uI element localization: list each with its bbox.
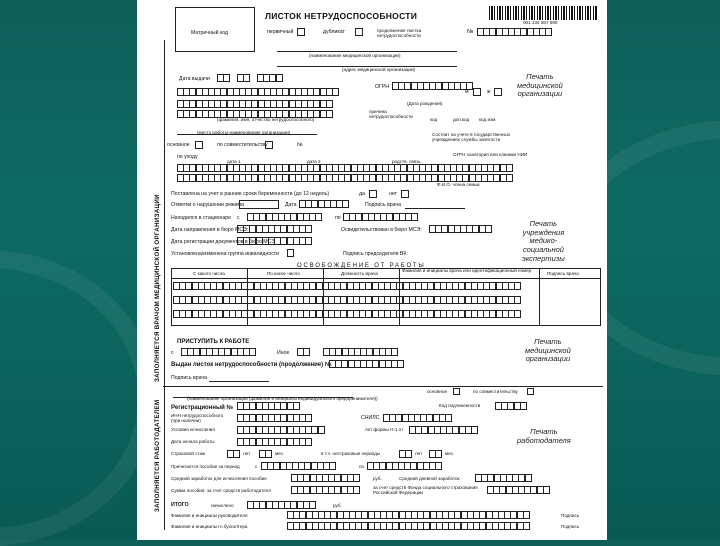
fio-hint: (фамилия, имя, отчество нетрудоспособного): [217, 117, 315, 122]
mse-referral-label: Дата направления в бюро МСЭ:: [171, 227, 249, 233]
mse-exam-cells[interactable]: [429, 225, 491, 233]
avg-earnings-label: Средний заработок для исчисления пособия: [171, 476, 267, 481]
sex-m-checkbox[interactable]: [473, 88, 481, 96]
daily-avg-label: Средний дневной заработок: [399, 476, 460, 481]
return-date-cells[interactable]: [181, 348, 255, 356]
part-time-label: по совместительству: [217, 142, 268, 148]
act-date-cells[interactable]: [409, 426, 477, 434]
issue-date-cells[interactable]: [237, 74, 249, 82]
violation-code[interactable]: [239, 200, 279, 209]
col-position: Должность врача: [341, 271, 378, 276]
main-checkbox[interactable]: [195, 141, 203, 149]
insurance-label: Страховой стаж: [171, 451, 206, 456]
accountant-fio-cells[interactable]: [287, 522, 529, 530]
voucher-date-1: дата 1: [227, 159, 241, 164]
head-fio-cells[interactable]: [287, 511, 529, 519]
no-label: нет: [389, 191, 397, 197]
doctor-sign-label: Подпись врача: [365, 202, 401, 208]
issue-date-cells[interactable]: [257, 74, 282, 82]
sex-m-label: м: [465, 89, 469, 95]
benefit-from: с: [255, 464, 258, 469]
years-label-2: лет: [415, 451, 423, 456]
fio-row-1[interactable]: [177, 88, 338, 96]
violation-label: Отметки о нарушении режима: [171, 202, 244, 208]
other-cells[interactable]: [297, 348, 309, 356]
benefit-employer-label: Сумма пособия: за счет средств работодателя: [171, 488, 271, 493]
release-row-1[interactable]: [173, 282, 520, 290]
benefit-fss-cells[interactable]: [487, 486, 549, 494]
reg-number-cells[interactable]: [237, 402, 299, 410]
conditions-label: Условия исчисления: [171, 427, 215, 432]
accountant-signature-label: Подпись: [561, 524, 580, 529]
care-label: по уходу: [177, 154, 198, 160]
col-sign: Подпись врача: [547, 271, 579, 276]
mse-exam-label: Освидетельствован в бюро МСЭ:: [341, 227, 422, 233]
return-to-work-label: ПРИСТУПИТЬ К РАБОТЕ: [177, 339, 250, 345]
pregnancy-no-checkbox[interactable]: [401, 190, 409, 198]
months-label-2: мес.: [445, 451, 455, 456]
part-time-number-label: №: [297, 142, 303, 148]
fio-family-label: Ф.И.О. члена семьи: [437, 182, 480, 187]
care-cells-2[interactable]: [177, 174, 512, 182]
background-swoosh: [0, 250, 156, 546]
employer-part-time-label: по совместительству: [473, 389, 518, 394]
employer-part-time-checkbox[interactable]: [527, 388, 534, 395]
col-fio: Фамилия и инициалы врача или идентификационный номер: [402, 268, 532, 273]
sex-f-label: ж: [487, 89, 491, 95]
snils-label: СНИЛС: [361, 415, 380, 421]
part-time-checkbox[interactable]: [265, 141, 273, 149]
mse-referral-cells[interactable]: [237, 225, 311, 233]
number-sign: №: [467, 29, 474, 35]
continuation-label: продолжение листка нетрудоспособности: [377, 28, 422, 38]
other-date-cells[interactable]: [323, 348, 397, 356]
subordination-label: Код подчиненности: [439, 403, 481, 408]
head-signature-label: Подпись: [561, 513, 580, 518]
barcode: [489, 6, 597, 20]
matrix-code-label: Матричный код: [191, 30, 229, 36]
avg-earnings-cells[interactable]: [291, 474, 359, 482]
release-title: ОСВОБОЖДЕНИЕ ОТ РАБОТЫ: [297, 263, 426, 269]
benefit-fss-label: за счет средств Фонда социального страхования Российской Федерации: [373, 485, 478, 495]
hospital-to-cells[interactable]: [343, 213, 417, 221]
accountant-fio-label: Фамилия и инициалы гл.бухгалтера: [171, 524, 248, 529]
release-row-3[interactable]: [173, 310, 520, 318]
return-doctor-sign: Подпись врача: [171, 375, 207, 381]
non-insurance-years[interactable]: [399, 450, 411, 458]
place-of-work-hint: (место работы-наименование организации): [197, 130, 291, 135]
mse-registered-label: Дата регистрации документов в бюро МСЭ: [171, 239, 275, 245]
benefit-from-cells[interactable]: [261, 462, 335, 470]
other-label: Иное: [277, 350, 290, 356]
cause-label: причина нетрудоспособности: [369, 109, 413, 119]
yes-label: да: [359, 191, 365, 197]
mse-stamp: Печать учреждения медико- социальной экспертизы: [522, 219, 565, 263]
employer-main-checkbox[interactable]: [453, 388, 460, 395]
conditions-cells[interactable]: [237, 426, 324, 434]
add-code-label: доп.код: [453, 117, 470, 122]
employment-service-label: Состоит на учете в государственных учреждениях службы занятости: [432, 132, 511, 142]
snils-cells[interactable]: [383, 414, 451, 422]
benefit-to-cells[interactable]: [367, 462, 441, 470]
employer-stamp: Печать работодателя: [517, 427, 571, 445]
inn-label: ИНН нетрудоспособного (при наличии): [171, 413, 224, 423]
insurance-years[interactable]: [227, 450, 239, 458]
continuation-number-cells[interactable]: [477, 28, 551, 36]
new-sheet-label: Выдан листок нетрудоспособности (продолжение) №: [171, 362, 332, 368]
org-name-hint: (наименование медицинской организации): [309, 53, 401, 58]
fio-row-2[interactable]: [177, 100, 332, 108]
sex-f-checkbox[interactable]: [494, 88, 502, 96]
total-cells[interactable]: [247, 501, 315, 509]
benefit-period-label: Причитается пособие за период: [171, 464, 240, 469]
relation-label: родств. связь: [392, 159, 421, 164]
primary-label: первичный: [267, 29, 294, 35]
duplicate-label: дубликат: [323, 29, 345, 35]
hospital-to: по: [335, 215, 341, 221]
disability-group-cells[interactable]: [287, 249, 293, 257]
start-date-label: Дата начала работы: [171, 439, 215, 444]
pregnancy-yes-checkbox[interactable]: [369, 190, 377, 198]
non-insurance-label: в т.ч. нестраховые периоды: [321, 451, 381, 456]
issue-date-cells[interactable]: [217, 74, 229, 82]
sick-leave-form: [137, 0, 607, 540]
violation-date-cells[interactable]: [299, 200, 349, 208]
org-address-hint: (адрес медицинской организации): [342, 67, 416, 72]
med-stamp-2: Печать медицинской организации: [525, 337, 571, 364]
ogrn-label: ОГРН: [375, 84, 390, 90]
subordination-cells[interactable]: [495, 402, 526, 410]
col-to: По какое число: [267, 271, 300, 276]
form-title: ЛИСТОК НЕТРУДОСПОСОБНОСТИ: [265, 11, 418, 21]
hospital-from-cells[interactable]: [247, 213, 321, 221]
non-insurance-months[interactable]: [429, 450, 441, 458]
barcode-digits: 001 234 567 890: [523, 20, 558, 25]
total-rub-label: руб.: [333, 503, 342, 508]
head-fio-label: Фамилия и инициалы руководителя: [171, 513, 248, 518]
duplicate-checkbox[interactable]: [355, 28, 363, 36]
accrued-label: начислено: [211, 503, 234, 508]
inn-cells[interactable]: [237, 414, 311, 422]
total-label: ИТОГО: [171, 502, 189, 508]
early-pregnancy-label: Поставлена на учет в ранние сроки беременности (до 12 недель): [171, 191, 330, 197]
main-label: основное: [167, 142, 190, 148]
insurance-months[interactable]: [259, 450, 271, 458]
change-code-label: код изм.: [479, 117, 497, 122]
code-label: код: [430, 117, 438, 122]
ogrn-sanatorium-label: ОГРН санатория или клиники НИИ: [453, 152, 528, 157]
voucher-date-2: дата 2: [307, 159, 321, 164]
act-label: Акт формы Н-1 от: [365, 427, 404, 432]
violation-date-label: Дата: [285, 202, 297, 208]
new-sheet-number-cells[interactable]: [329, 360, 403, 368]
benefit-to: по: [359, 464, 365, 469]
reg-number-label: Регистрационный №: [171, 405, 234, 411]
kek-chair-label: Подпись председателя ВК:: [343, 251, 408, 257]
daily-avg-cells[interactable]: [475, 474, 531, 482]
start-date-cells[interactable]: [237, 438, 311, 446]
hospital-from: с: [237, 215, 240, 221]
months-label: мес.: [275, 451, 285, 456]
mse-registered-cells[interactable]: [237, 237, 311, 245]
return-from: с: [171, 350, 174, 356]
rub-label: руб.: [373, 476, 382, 481]
hospital-label: Находился в стационаре: [171, 215, 232, 221]
release-row-2[interactable]: [173, 296, 520, 304]
col-from: С какого числа: [193, 271, 225, 276]
med-block-label: ЗАПОЛНЯЕТСЯ ВРАЧОМ МЕДИЦИНСКОЙ ОРГАНИЗАЦИИ: [154, 194, 161, 382]
primary-checkbox[interactable]: [297, 28, 305, 36]
issue-date-label: Дата выдачи: [179, 76, 210, 82]
employer-block-label: ЗАПОЛНЯЕТСЯ РАБОТОДАТЕЛЕМ: [154, 399, 161, 512]
employer-name-hint: (наименование организации (фамилия и инициалы индивидуального предпринимателя)): [187, 396, 378, 401]
years-label: лет: [243, 451, 251, 456]
employer-main-label: основное: [427, 389, 448, 394]
ogrn-cells[interactable]: [392, 82, 473, 90]
disability-group-label: Установлена/изменена группа инвалидности: [171, 251, 280, 257]
birth-date-hint: (Дата рождения): [407, 101, 443, 106]
benefit-employer-cells[interactable]: [291, 486, 359, 494]
med-stamp-1: Печать медицинской организации: [517, 72, 563, 99]
care-cells[interactable]: [177, 164, 512, 172]
